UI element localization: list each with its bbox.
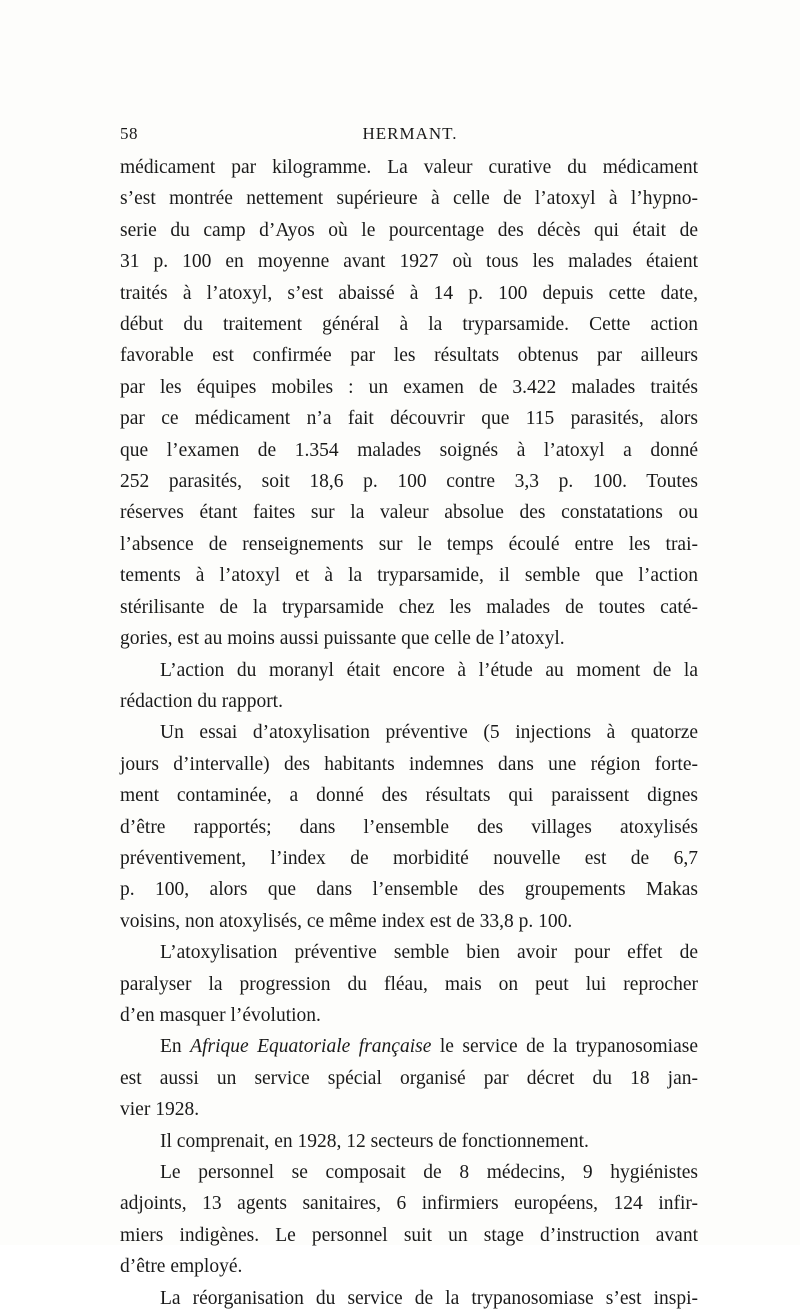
- text-line: 252 parasités, soit 18,6 p. 100 contre 3,3 p. 100. Toutes: [120, 471, 698, 493]
- text-line: d’être rapportés; dans l’ensemble des villages atoxylisés: [120, 816, 698, 838]
- text-line: jours d’intervalle) des habitants indemnes dans une région forte-: [120, 753, 698, 775]
- text-line: gories, est au moins aussi puissante que celle de l’atoxyl.: [120, 628, 565, 650]
- text-line: La réorganisation du service de la trypanosomiase s’est inspi-: [160, 1287, 698, 1309]
- text-line: miers indigènes. Le personnel suit un stage d’instruction avant: [120, 1224, 698, 1246]
- text-line: ment contaminée, a donné des résultats qui paraissent dignes: [120, 785, 698, 807]
- text-segment: En: [160, 1036, 191, 1058]
- text-line: [120, 1031, 698, 1062]
- text-line: est aussi un service spécial organisé par décret du 18 jan-: [120, 1067, 698, 1089]
- text-line: début du traitement général à la tryparsamide. Cette action: [120, 314, 698, 336]
- text-line: p. 100, alors que dans l’ensemble des groupements Makas: [120, 879, 698, 901]
- text-line: voisins, non atoxylisés, ce même index est de 33,8 p. 100.: [120, 910, 573, 932]
- text-line: médicament par kilogramme. La valeur curative du médicament: [120, 157, 698, 178]
- text-line: s’est montrée nettement supérieure à celle de l’atoxyl à l’hypno-: [120, 188, 698, 210]
- text-line: stérilisante de la tryparsamide chez les malades de toutes caté-: [120, 596, 698, 618]
- text-line: préventivement, l’index de morbidité nouvelle est de 6,7: [120, 847, 698, 869]
- italic-place-name: Afrique Equatoriale française: [190, 1036, 432, 1058]
- text-line: par ce médicament n’a fait découvrir que 115 parasités, alors: [120, 408, 698, 430]
- text-line: rédaction du rapport.: [120, 690, 283, 712]
- text-line: favorable est confirmée par les résultats obtenus par ailleurs: [120, 345, 698, 367]
- text-line: Le personnel se composait de 8 médecins, 9 hygiénistes: [160, 1162, 698, 1183]
- text-line: L’action du moranyl était encore à l’étude au moment de la: [160, 659, 698, 681]
- text-line: que l’examen de 1.354 malades soignés à l’atoxyl a donné: [120, 439, 698, 461]
- running-head: HERMANT.: [362, 124, 458, 143]
- text-line: 31 p. 100 en moyenne avant 1927 où tous les malades étaient: [120, 251, 698, 273]
- text-segment: le service de la trypanosomiase: [431, 1036, 698, 1058]
- page-header: [120, 124, 700, 148]
- text-line: L’atoxylisation préventive semble bien avoir pour effet de: [160, 942, 698, 964]
- body-text: [120, 152, 698, 1314]
- text-line: serie du camp d’Ayos où le pourcentage des décès qui était de: [120, 219, 698, 241]
- text-line: l’absence de renseignements sur le temps écoulé entre les trai-: [120, 533, 698, 555]
- text-line: réserves étant faites sur la valeur absolue des constatations ou: [120, 502, 698, 524]
- text-line: d’être employé.: [120, 1256, 243, 1278]
- text-line: paralyser la progression du fléau, mais on peut lui reprocher: [120, 973, 698, 995]
- text-line: tements à l’atoxyl et à la tryparsamide, il semble que l’action: [120, 565, 698, 587]
- text-line: traités à l’atoxyl, s’est abaissé à 14 p. 100 depuis cette date,: [120, 282, 698, 304]
- text-line: Un essai d’atoxylisation préventive (5 injections à quatorze: [160, 722, 698, 744]
- text-line: d’en masquer l’évolution.: [120, 1004, 321, 1026]
- page-number: 58: [120, 124, 138, 143]
- text-line: Il comprenait, en 1928, 12 secteurs de fonctionnement.: [160, 1130, 589, 1152]
- text-line: adjoints, 13 agents sanitaires, 6 infirmiers européens, 124 infir-: [120, 1193, 698, 1215]
- text-line: par les équipes mobiles : un examen de 3.422 malades traités: [120, 376, 698, 398]
- text-line: vier 1928.: [120, 1099, 200, 1121]
